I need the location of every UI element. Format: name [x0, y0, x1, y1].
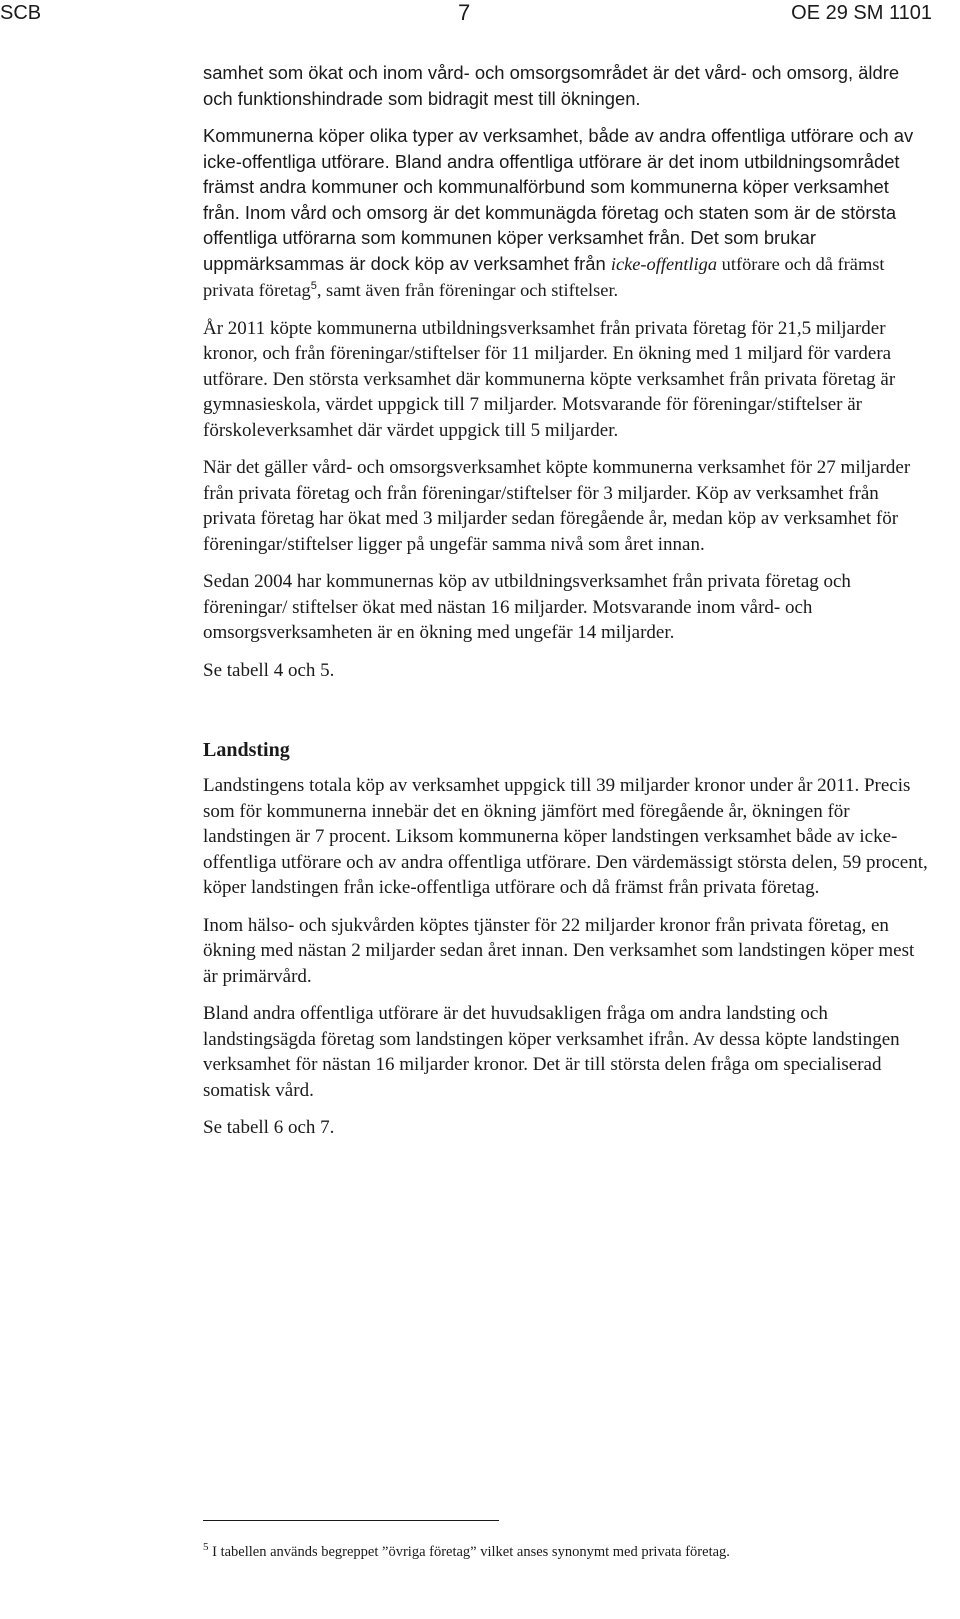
paragraph-landsting-total: Landstingens totala köp av verksamhet uppgick till 39 miljarder kronor under år 2011. Precis som för kommunerna innebär det en ökning jämfört med föregående år, ökningen för landstingen är 7 procent. Liksom kommunerna köper landstingen verksamhet både av icke-offentliga utförare och av andra offentliga utförare. Den värdemässigt största delen, 59 procent, köper landstingen från icke-offentliga utförare och då främst från privata företag. — [203, 775, 928, 898]
paragraph-purchase-types-text-b: utförare och då främst privata företag — [203, 253, 885, 300]
table-reference-4-5: Se tabell 4 och 5. — [203, 659, 335, 681]
paragraph-education-2011: År 2011 köpte kommunerna utbildningsverksamhet från privata företag för 21,5 miljarder kronor, och från föreningar/stiftelser för 11 miljarder. En ökning med 1 miljard för vardera utförare. Den största verksamhet där kommunerna köpte verksamhet från privata företag är gymnasieskola, värdet uppgick till 7 miljarder. Motsvarande för föreningar/stiftelser är förskoleverksamhet där värdet uppgick till 5 miljarder. — [203, 317, 896, 441]
footnote-text: I tabellen används begreppet ”övriga företag” vilket anses synonymt med privata företag. — [208, 1544, 730, 1560]
paragraph-purchase-types-text-c: , samt även från föreningar och stiftelser. — [316, 280, 619, 300]
paragraph-other-public: Bland andra offentliga utförare är det huvudsakligen fråga om andra landsting och landstingsägda företag som landstingen köper verksamhet ifrån. Av dessa köpte landstingen verksamhet för nästan 16 miljarder kronor. Det är till största delen fråga om specialiserad somatisk vård. — [203, 1003, 900, 1101]
paragraph-continuation: samhet som ökat och inom vård- och omsorgsområdet är det vård- och omsorg, äldre och funktionshindrade som bidragit mest till ökningen. — [203, 62, 900, 109]
table-reference-6-7: Se tabell 6 och 7. — [203, 1117, 335, 1138]
page-number: 7 — [458, 0, 471, 25]
header-report-code: OE 29 SM 1101 — [791, 2, 932, 24]
footnote-divider — [203, 1520, 499, 1521]
paragraph-care-services: När det gäller vård- och omsorgsverksamhet köpte kommunerna verksamhet för 27 miljarder från privata företag och från föreningar/stiftelser för 3 miljarder. Köp av verksamhet från privata företag har ökat med 3 miljarder sedan föregående år, medan köp av verksamhet för föreningar/stiftelser ligger på ungefär samma nivå som året innan. — [203, 457, 911, 555]
footnote-number: 5 — [203, 1541, 209, 1554]
section-heading-landsting: Landsting — [203, 739, 290, 761]
page-header — [0, 0, 960, 28]
footnote-reference[interactable]: 5 — [310, 279, 317, 292]
emphasis-icke-offentliga: icke-offentliga — [610, 253, 718, 274]
footnote — [203, 1541, 928, 1561]
section-spacer — [203, 695, 928, 737]
header-publisher: SCB — [0, 2, 42, 24]
paragraph-since-2004: Sedan 2004 har kommunernas köp av utbildningsverksamhet från privata företag och föreningar/ stiftelser ökat med nästan 16 miljarder. Motsvarande inom vård- och omsorgsverksamheten är en ökning med ungefär 14 miljarder. — [203, 571, 851, 643]
paragraph-health-care: Inom hälso- och sjukvården köptes tjänster för 22 miljarder kronor från privata företag, en ökning med nästan 2 miljarder sedan året innan. Den verksamhet som landstingen köper mest är primärvård. — [203, 914, 915, 987]
paragraph-purchase-types-text-a: Kommunerna köper olika typer av verksamhet, både av andra offentliga utförare och av icke-offentliga utförare. Bland andra offentliga utförare är det inom utbildningsområdet främst andra kommuner och kommunalförbund som kommunerna köper verksamhet från. Inom vård och omsorg är det kommunägda företag och staten som är de största offentliga utförarna som kommunen köper verksamhet från. Det som brukar uppmärksammas är dock köp av verksamhet från — [203, 125, 914, 274]
document-body — [203, 60, 928, 1153]
paragraph-purchase-types — [203, 123, 928, 304]
